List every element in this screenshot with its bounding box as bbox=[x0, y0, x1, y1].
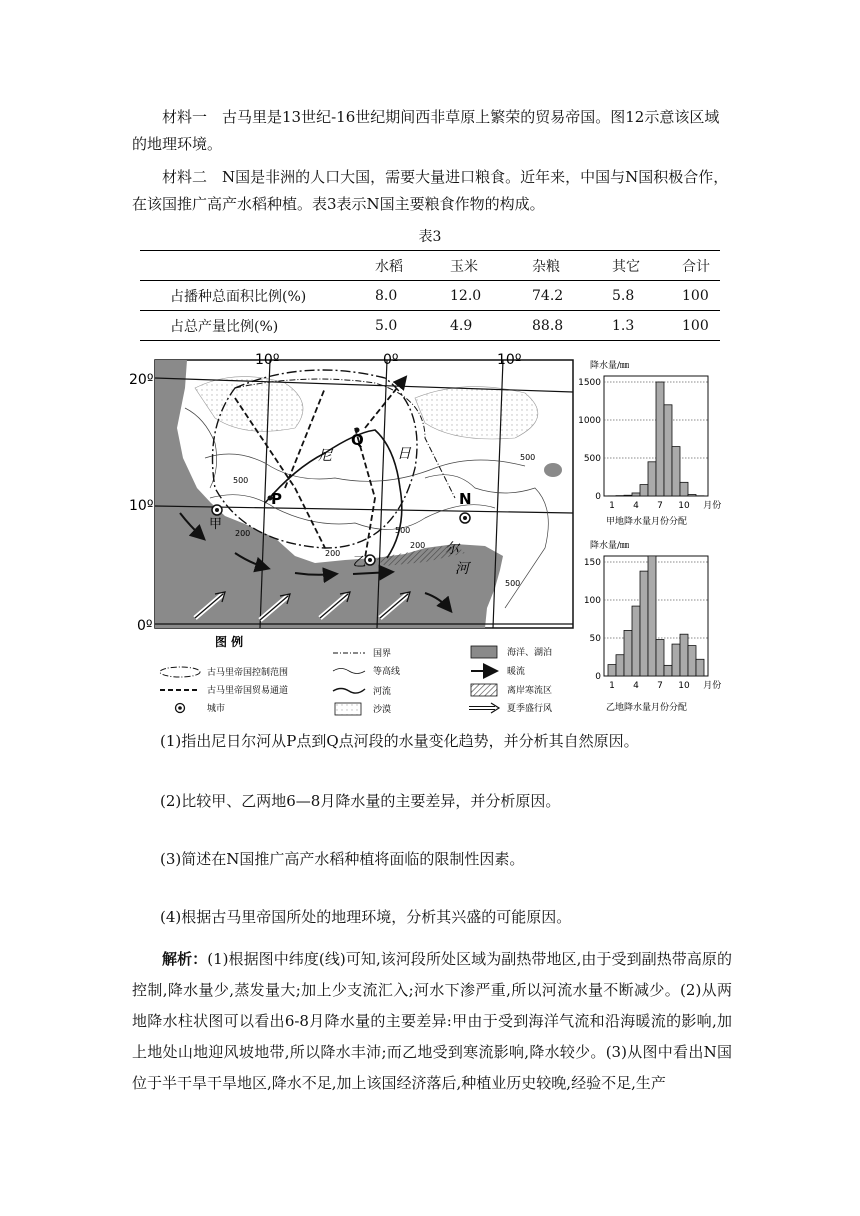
table-cell: 12.0 bbox=[450, 281, 532, 311]
x-tick-label: 10 bbox=[678, 501, 690, 511]
legend-label: 暖流 bbox=[507, 667, 526, 677]
precip-bar bbox=[656, 382, 664, 496]
contour-label: 500 bbox=[395, 526, 411, 535]
y-tick-label: 100 bbox=[583, 596, 601, 606]
precip-bar bbox=[688, 646, 696, 676]
precip-bar bbox=[608, 665, 616, 676]
x-tick-label: 4 bbox=[633, 681, 639, 691]
cold-upwelling-icon bbox=[471, 684, 497, 696]
y-tick-label: 0 bbox=[595, 492, 601, 502]
precip-bar bbox=[696, 659, 704, 676]
label-p: P bbox=[271, 490, 282, 508]
table-cell: 5.0 bbox=[375, 311, 450, 341]
table-cell: 8.0 bbox=[375, 281, 450, 311]
lake bbox=[544, 463, 562, 477]
precip-bar bbox=[616, 655, 624, 676]
contour-label: 500 bbox=[233, 476, 249, 485]
chart-title: 甲地降水量月份分配 bbox=[606, 517, 688, 527]
precip-bar bbox=[656, 640, 664, 676]
x-tick-label: 7 bbox=[657, 501, 663, 511]
lat-label: 10º bbox=[129, 498, 154, 514]
x-tick-label: 1 bbox=[609, 501, 615, 511]
table-row bbox=[140, 311, 720, 341]
answer-label: 解析： bbox=[162, 950, 208, 968]
desert-icon bbox=[335, 703, 361, 715]
table-row bbox=[140, 281, 720, 311]
table-cell: 5.8 bbox=[612, 281, 682, 311]
legend-label: 海洋、湖泊 bbox=[507, 648, 553, 658]
contour-label: 200 bbox=[410, 541, 426, 550]
x-tick-label: 月份 bbox=[703, 681, 722, 691]
y-tick-label: 150 bbox=[583, 558, 601, 568]
y-tick-label: 0 bbox=[595, 672, 601, 682]
river-label: 尼 bbox=[318, 448, 332, 464]
chart-ylabel: 降水量/㎜ bbox=[590, 361, 630, 371]
precip-bar bbox=[624, 495, 632, 496]
lat-label: 20º bbox=[129, 372, 154, 388]
precip-bar bbox=[648, 462, 656, 496]
table-header: 水稻 bbox=[375, 251, 450, 281]
answer-block bbox=[132, 944, 732, 1099]
table-cell: 占播种总面积比例(%) bbox=[140, 281, 375, 311]
lon-label: 0º bbox=[383, 352, 399, 368]
label-jia: 甲 bbox=[209, 517, 223, 532]
legend-label: 国界 bbox=[373, 649, 392, 659]
precip-bar bbox=[624, 630, 632, 676]
chart-ylabel: 降水量/㎜ bbox=[590, 541, 630, 551]
chart-title: 乙地降水量月份分配 bbox=[606, 703, 688, 713]
table-header: 合计 bbox=[682, 251, 720, 281]
question-4: (4)根据古马里帝国所处的地理环境，分析其兴盛的可能原因。 bbox=[160, 908, 572, 926]
x-tick-label: 7 bbox=[657, 681, 663, 691]
table-cell: 1.3 bbox=[612, 311, 682, 341]
river-icon bbox=[333, 689, 365, 694]
x-tick-label: 月份 bbox=[703, 501, 722, 511]
material-one: 材料一 古马里是13世纪-16世纪期间西非草原上繁荣的贸易帝国。图12示意该区域的地理环境。 bbox=[132, 108, 720, 153]
legend-label: 沙漠 bbox=[373, 705, 392, 715]
river-label: 尔 bbox=[445, 541, 459, 557]
contour-label: 200 bbox=[325, 549, 341, 558]
legend-label: 古马里帝国控制范围 bbox=[207, 668, 289, 678]
answer-text: (1)根据图中纬度(线)可知,该河段所处区域为副热带地区,由于受到副热带高原的控制,降水量少,蒸发量大;加上少支流汇入;河水下渗严重,所以河流水量不断减少。(2)从两地降水柱状图可以看出6-8月降水量的主要差异:甲由于受到海洋气流和沿海暖流的影响,加上地处山地迎风坡地带,所以降水丰沛;而乙地受到寒流影响,降水较少。(3)从图中看出N国位于半干旱干旱地区,降水不足,加上该国经济落后,种植业历史较晚,经验不足,生产 bbox=[132, 950, 732, 1092]
empire-range-icon bbox=[160, 667, 200, 677]
contour-label: 200 bbox=[235, 529, 251, 538]
y-tick-label: 50 bbox=[589, 634, 601, 644]
y-tick-label: 1500 bbox=[578, 378, 601, 388]
table-cell: 4.9 bbox=[450, 311, 532, 341]
precip-bar bbox=[632, 493, 640, 496]
contour-icon bbox=[333, 669, 365, 674]
x-tick-label: 10 bbox=[678, 681, 690, 691]
question-3: (3)简述在N国推广高产水稻种植将面临的限制性因素。 bbox=[160, 850, 525, 868]
chart-jia-precipitation bbox=[578, 356, 722, 530]
chart-yi-precipitation bbox=[578, 536, 722, 716]
y-tick-label: 500 bbox=[583, 454, 601, 464]
river-label: 河 bbox=[455, 561, 469, 577]
label-yi: 乙 bbox=[353, 555, 367, 570]
table-header: 杂粮 bbox=[532, 251, 612, 281]
material-two: 材料二 N国是非洲的人口大国，需要大量进口粮食。近年来，中国与N国积极合作，在该国推广高产水稻种植。表3表示N国主要粮食作物的构成。 bbox=[132, 168, 729, 213]
x-tick-label: 4 bbox=[633, 501, 639, 511]
table-cell: 88.8 bbox=[532, 311, 612, 341]
contour-label: 500 bbox=[520, 453, 536, 462]
precip-bar bbox=[680, 634, 688, 676]
precip-bar bbox=[672, 447, 680, 496]
region-map bbox=[125, 348, 580, 728]
precip-bar bbox=[688, 494, 696, 496]
table-cell: 占总产量比例(%) bbox=[140, 311, 375, 341]
ocean-icon bbox=[471, 646, 497, 658]
table-caption: 表3 bbox=[418, 229, 442, 245]
table-cell: 74.2 bbox=[532, 281, 612, 311]
precip-bar bbox=[640, 571, 648, 676]
precip-bar bbox=[672, 644, 680, 676]
x-tick-label: 1 bbox=[609, 681, 615, 691]
legend-title: 图 例 bbox=[215, 635, 244, 649]
lon-label: 10º bbox=[497, 352, 522, 368]
table-cell: 100 bbox=[682, 311, 720, 341]
precip-bar bbox=[648, 556, 656, 676]
contour-label: 500 bbox=[505, 579, 521, 588]
question-1: (1)指出尼日尔河从P点到Q点河段的水量变化趋势，并分析其自然原因。 bbox=[160, 732, 639, 750]
legend-label: 等高线 bbox=[373, 667, 401, 677]
table-header: 玉米 bbox=[450, 251, 532, 281]
table-header: 其它 bbox=[612, 251, 682, 281]
precip-bar bbox=[640, 485, 648, 496]
table-header bbox=[140, 251, 375, 281]
precip-bar bbox=[664, 405, 672, 496]
legend bbox=[160, 646, 552, 715]
question-2: (2)比较甲、乙两地6—8月降水量的主要差异，并分析原因。 bbox=[160, 792, 561, 810]
crop-table bbox=[140, 250, 720, 341]
river-label: 日 bbox=[397, 446, 411, 462]
legend-label: 城市 bbox=[207, 704, 226, 714]
precip-bar bbox=[680, 482, 688, 496]
precip-bar bbox=[632, 606, 640, 676]
table-header-row bbox=[140, 251, 720, 281]
table-cell: 100 bbox=[682, 281, 720, 311]
legend-label: 离岸寒流区 bbox=[507, 686, 553, 696]
precip-bar bbox=[664, 665, 672, 676]
label-q: Q bbox=[351, 431, 364, 449]
legend-label: 夏季盛行风 bbox=[507, 704, 553, 714]
label-n: N bbox=[459, 490, 472, 508]
legend-label: 古马里帝国贸易通道 bbox=[207, 686, 289, 696]
y-tick-label: 1000 bbox=[578, 416, 601, 426]
legend-label: 河流 bbox=[373, 687, 392, 697]
lat-label: 0º bbox=[137, 618, 153, 634]
lon-label: 10º bbox=[255, 352, 280, 368]
